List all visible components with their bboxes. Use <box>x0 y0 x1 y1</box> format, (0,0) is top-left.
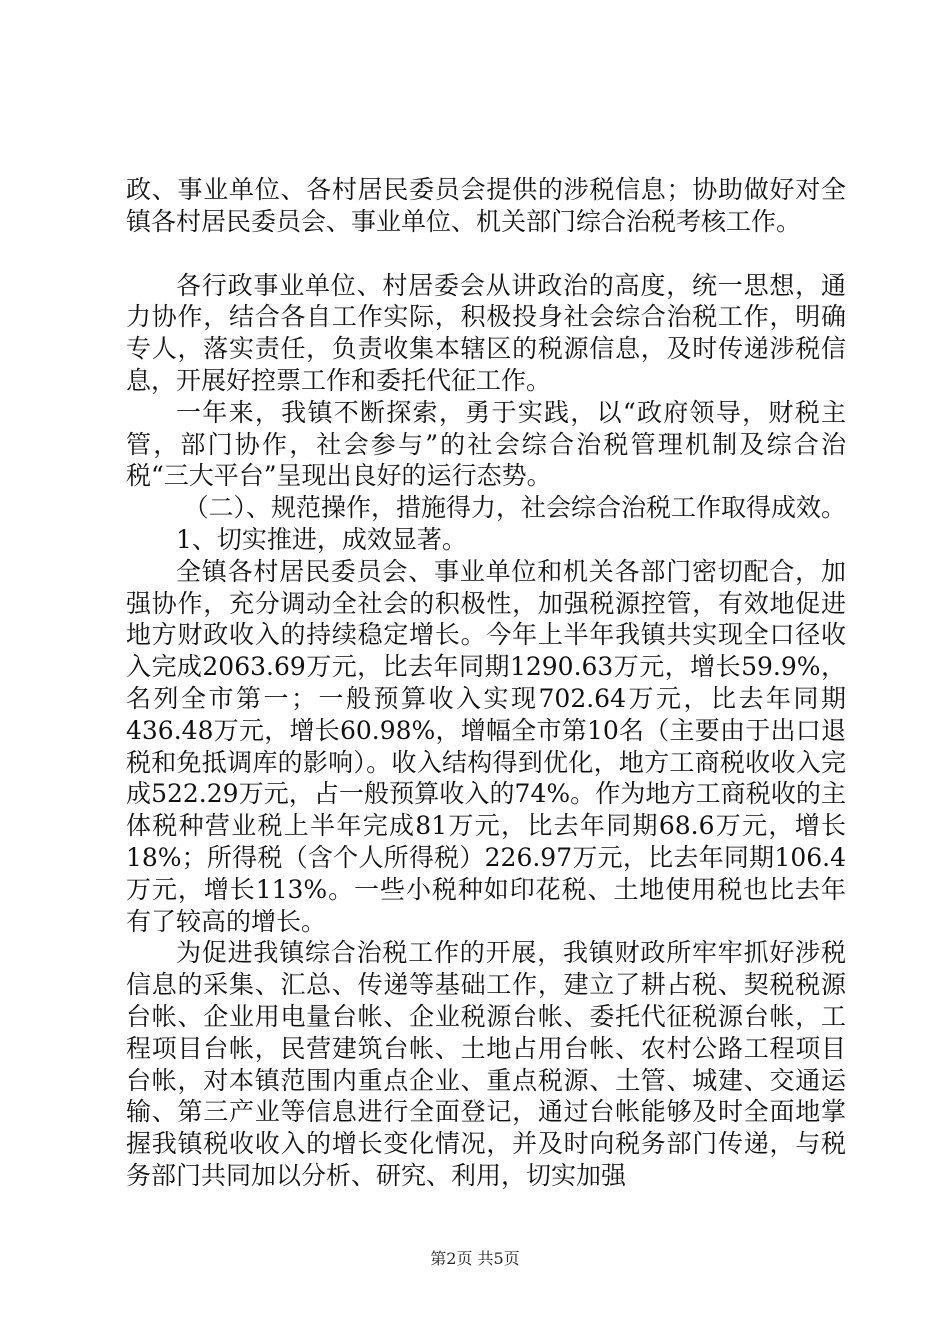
paragraph: 全镇各村居民委员会、事业单位和机关各部门密切配合，加强协作，充分调动全社会的积极性，加强税源控管，有效地促进地方财政收入的持续稳定增长。今年上半年我镇共实现全口径收入完成2063.69万元，比去年同期1290.63万元，增长59.9%，名列全市第一；一般预算收入实现702.64万元，比去年同期436.48万元，增长60.98%，增幅全市第10名（主要由于出口退税和免抵调库的影响）。收入结构得到优化，地方工商税收收入完成522.29万元，占一般预算收入的74%。作为地方工商税收的主体税种营业税上半年完成81万元，比去年同期68.6万元，增长18%；所得税（含个人所得税）226.97万元，比去年同期106.4万元，增长113%。一些小税种如印花税、土地使用税也比去年有了较高的增长。 <box>126 556 846 936</box>
paragraph: 一年来，我镇不断探索，勇于实践，以“政府领导，财税主管，部门协作，社会参与”的社会综合治税管理机制及综合治税“三大平台”呈现出良好的运行态势。 <box>126 397 846 491</box>
paragraph: 各行政事业单位、村居委会从讲政治的高度，统一思想，通力协作，结合各自工作实际，积极投身社会综合治税工作，明确专人，落实责任，负责收集本辖区的税源信息，及时传递涉税信息，开展好控票工作和委托代征工作。 <box>126 270 846 395</box>
document-body <box>126 174 846 1192</box>
paragraph: 为促进我镇综合治税工作的开展，我镇财政所牢牢抓好涉税信息的采集、汇总、传递等基础工作，建立了耕占税、契税税源台帐、企业用电量台帐、企业税源台帐、委托代征税源台帐，工程项目台帐，民营建筑台帐、土地占用台帐、农村公路工程项目台帐，对本镇范围内重点企业、重点税源、土管、城建、交通运输、第三产业等信息进行全面登记，通过台帐能够及时全面地掌握我镇税收收入的增长变化情况，并及时向税务部门传递，与税务部门共同加以分析、研究、利用，切实加强 <box>126 938 846 1190</box>
page-footer: 第2页 共5页 <box>430 1249 520 1268</box>
paragraph-continuation: 政、事业单位、各村居民委员会提供的涉税信息；协助做好对全镇各村居民委员会、事业单位、机关部门综合治税考核工作。 <box>126 175 846 236</box>
subsection-heading: 1、切实推进，成效显著。 <box>176 524 467 554</box>
section-heading: （二）、规范操作，措施得力，社会综合治税工作取得成效。 <box>183 493 847 523</box>
